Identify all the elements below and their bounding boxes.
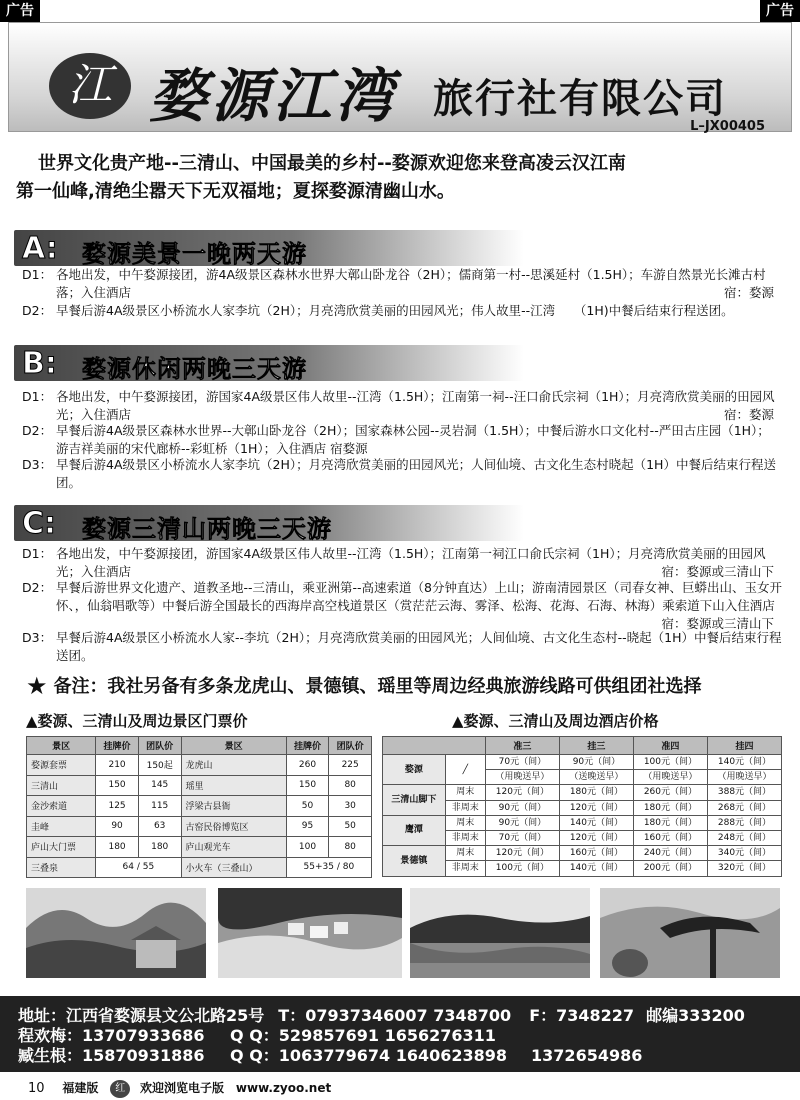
scenic-photo-terraced-village	[218, 888, 402, 978]
table-cell: 260	[286, 755, 329, 776]
contact-name: 臧生根：	[18, 1046, 83, 1065]
scenic-photo-pine-tree	[600, 888, 780, 978]
itinerary-day	[22, 629, 786, 665]
day-label: D2：	[22, 580, 53, 595]
zip-label: 邮编	[646, 1006, 679, 1025]
overnight-stay: 宿：婺源	[723, 407, 774, 422]
table-cell: 50	[329, 816, 372, 837]
intro-line-1: 世界文化贵产地--三清山、中国最美的乡村--婺源欢迎您来登高凌云汉江南	[38, 153, 626, 174]
day-text	[56, 545, 782, 581]
table-cell: 小火车（三叠山）	[181, 857, 286, 878]
itinerary-day	[22, 388, 786, 424]
table-cell: （送晚送早）	[559, 770, 633, 785]
table-cell: 180元（间）	[559, 785, 633, 800]
day-label: D3：	[22, 457, 53, 472]
table-cell: 金沙索道	[27, 796, 96, 817]
table-cell: 婺源套票	[27, 755, 96, 776]
ad-label-left: 广告	[0, 0, 40, 22]
contact-phone[interactable]: 13707933686	[82, 1026, 205, 1045]
column-header: 挂四	[707, 737, 781, 755]
table-cell: 115	[138, 796, 181, 817]
contact-phone[interactable]: 15870931886	[82, 1046, 205, 1065]
section-heading: 婺源休闲两晚三天游	[82, 355, 307, 383]
section-heading: 婺源美景一晚两天游	[82, 240, 307, 268]
table-cell: 140元（间）	[559, 815, 633, 830]
table-cell: 周末	[445, 815, 485, 830]
table-cell: 180	[138, 837, 181, 858]
day-description: 各地出发，中午婺源接团，游4A级景区森林水世界大鄣山卧龙谷（2H）；儒商第一村--思溪延村（1.5H）；车游自然景光长滩古村落；入住酒店	[56, 267, 766, 300]
day-label: D1：	[22, 267, 53, 282]
zip-value: 333200	[678, 1006, 745, 1025]
qq-label: Q Q：	[230, 1026, 279, 1045]
table-cell: ╱	[445, 755, 485, 785]
day-label: D3：	[22, 630, 53, 645]
column-header: 挂牌价	[286, 737, 329, 755]
website-link[interactable]: www.zyoo.net	[235, 1081, 332, 1095]
day-description: 早餐后游4A级景区森林水世界--大鄣山卧龙谷（2H）；国家森林公园--灵岩洞（1.5H）；中餐后游水口文化村--严田古庄园（1H）；游吉祥美丽的宋代廊桥--彩虹桥（1H）；入住酒店 宿婺源	[56, 423, 770, 456]
fax-value: 7348227	[556, 1006, 635, 1025]
table-row	[383, 785, 782, 800]
table-cell: 268元（间）	[707, 800, 781, 815]
itinerary-day	[22, 456, 786, 492]
table-cell: 180元（间）	[633, 815, 707, 830]
table-row	[27, 857, 372, 878]
section-heading: 婺源三清山两晚三天游	[82, 515, 332, 543]
table-cell: 90元（间）	[485, 815, 559, 830]
company-logo: 江	[49, 53, 131, 119]
day-description: 早餐后游世界文化遗产、道教圣地--三清山，乘亚洲第--高速索道（8分钟直达）上山；游南清园景区（司春女神、巨蟒出山、玉女开怀、，仙翁唱歌等）中餐后游全国最长的西海岸高空栈道景区（赏茫茫云海、雾泽、松海、花海、石海、林海）乘索道下山入住酒店	[56, 580, 782, 613]
table-cell: 95	[286, 816, 329, 837]
section-c-title	[14, 505, 524, 541]
brand-name: 婺源江湾	[149, 62, 398, 130]
table-cell: 140元（间）	[559, 861, 633, 876]
table-cell: 70元（间）	[485, 755, 559, 770]
table-cell: 180元（间）	[633, 800, 707, 815]
address-line	[18, 1006, 800, 1026]
scenic-photo-lake	[410, 888, 590, 978]
table-row	[27, 796, 372, 817]
table-cell: 320元（间）	[707, 861, 781, 876]
qq-value: 529857691 1656276311	[278, 1026, 496, 1045]
table-cell: 125	[96, 796, 139, 817]
edition-label: 福建版	[62, 1081, 99, 1095]
table-header-row	[27, 737, 372, 755]
itinerary-day	[22, 579, 786, 633]
table-row	[27, 837, 372, 858]
table-cell: 150	[286, 775, 329, 796]
section-a-title	[14, 230, 524, 266]
day-label: D2：	[22, 423, 53, 438]
table-row	[383, 815, 782, 830]
table-cell: 100元（间）	[485, 861, 559, 876]
qq-value: 1063779674 1640623898	[278, 1046, 508, 1065]
contact-footer	[0, 996, 800, 1072]
table-cell: 340元（间）	[707, 846, 781, 861]
table-cell: 70元（间）	[485, 830, 559, 845]
table-cell: 210	[96, 755, 139, 776]
itinerary-day	[22, 266, 786, 302]
table-cell: 婺源	[383, 755, 446, 785]
table-cell: 120元（间）	[559, 800, 633, 815]
contact-line-1	[18, 1026, 800, 1046]
column-header: 挂三	[559, 737, 633, 755]
table-cell: 63	[138, 816, 181, 837]
table-cell: 庐山观光车	[181, 837, 286, 858]
table-cell: 100元（间）	[633, 755, 707, 770]
day-description: 早餐后游4A级景区小桥流水人家李坑（2H）；月亮湾欣赏美丽的田园风光；人间仙境、古文化生态村晓起（1H）中餐后结束行程送团。	[56, 457, 776, 490]
overnight-stay: 宿：婺源或三清山下	[661, 564, 774, 579]
table-cell: 180	[96, 837, 139, 858]
table-cell: 80	[329, 837, 372, 858]
table-cell: （用晚送早）	[707, 770, 781, 785]
table-cell: 50	[286, 796, 329, 817]
table-cell: 古窑民俗博览区	[181, 816, 286, 837]
table-cell: 248元（间）	[707, 830, 781, 845]
intro-slogan	[8, 150, 792, 206]
itinerary-day	[22, 545, 786, 581]
tel-label: T：	[278, 1006, 306, 1025]
table-row	[383, 846, 782, 861]
table-row	[27, 755, 372, 776]
company-type: 旅行社有限公司	[433, 76, 727, 122]
table-cell: 150	[96, 775, 139, 796]
column-header: 挂牌价	[96, 737, 139, 755]
section-letter: A:	[22, 231, 58, 266]
column-header: 团队价	[138, 737, 181, 755]
day-description: 早餐后游4A级景区小桥流水人家李坑（2H）；月亮湾欣赏美丽的田园风光；伟人故里--江湾 （1H)中餐后结束行程送团。	[56, 303, 734, 318]
table-cell: 非周末	[445, 861, 485, 876]
ticket-price-table	[26, 736, 372, 878]
tel-value[interactable]: 07937346007 7348700	[305, 1006, 512, 1025]
browse-label: 欢迎浏览电子版	[140, 1081, 225, 1095]
table-cell: 三清山	[27, 775, 96, 796]
company-header	[8, 22, 792, 132]
table-cell: 龙虎山	[181, 755, 286, 776]
table-cell: 120元（间）	[485, 846, 559, 861]
itinerary-day	[22, 422, 786, 458]
table-cell: 160元（间）	[633, 830, 707, 845]
section-letter: C:	[22, 506, 57, 541]
table-header-row	[383, 737, 782, 755]
table-cell: 非周末	[445, 800, 485, 815]
star-icon: ★	[26, 672, 48, 700]
table-cell: 非周末	[445, 830, 485, 845]
column-header: 景区	[27, 737, 96, 755]
table-cell: 150起	[138, 755, 181, 776]
fax-label: F：	[529, 1006, 557, 1025]
table-cell: 三清山脚下	[383, 785, 446, 815]
table-cell: 240元（间）	[633, 846, 707, 861]
day-description: 早餐后游4A级景区小桥流水人家--李坑（2H）；月亮湾欣赏美丽的田园风光；人间仙境、古文化生态村--晓起（1H）中餐后结束行程送团。	[56, 630, 782, 663]
day-label: D1：	[22, 389, 53, 404]
day-description: 各地出发，中午婺源接团，游国家4A级景区伟人故里--江湾（1.5H）；江南第一祠江口俞氏宗祠（1H）；月亮湾欣赏美丽的田园风光；入住酒店	[56, 546, 766, 579]
table-cell: 90元（间）	[485, 800, 559, 815]
table-cell: 388元（间）	[707, 785, 781, 800]
remark	[26, 672, 702, 700]
table-cell: 260元（间）	[633, 785, 707, 800]
qq-label: Q Q：	[230, 1046, 279, 1065]
table-row	[27, 816, 372, 837]
table-cell: 三叠泉	[27, 857, 96, 878]
day-label: D1：	[22, 546, 53, 561]
table-cell: 90	[96, 816, 139, 837]
table-cell: 80	[329, 775, 372, 796]
intro-line-2: 第一仙峰,清绝尘嚣天下无双福地；夏探婺源清幽山水。	[16, 181, 455, 202]
table-cell: 120元（间）	[485, 785, 559, 800]
day-description: 各地出发，中午婺源接团，游国家4A级景区伟人故里--江湾（1.5H）；江南第一祠--汪口俞氏宗祠（1H）；月亮湾欣赏美丽的田园风光；入住酒店	[56, 389, 775, 422]
license-number: L–JX00405	[690, 119, 765, 134]
day-text	[56, 266, 782, 302]
table-cell: 90元（间）	[559, 755, 633, 770]
ad-label-right: 广告	[760, 0, 800, 22]
table-cell: 140元（间）	[707, 755, 781, 770]
table-cell: 120元（间）	[559, 830, 633, 845]
table-cell: 200元（间）	[633, 861, 707, 876]
day-label: D2：	[22, 303, 53, 318]
scenic-photo-mountain-village	[26, 888, 206, 978]
ticket-table-title: ▲婺源、三清山及周边景区门票价	[26, 712, 248, 730]
table-cell: 160元（间）	[559, 846, 633, 861]
remark-text: 备注：我社另备有多条龙虎山、景德镇、瑶里等周边经典旅游线路可供组团社选择	[53, 676, 702, 697]
hotel-table-title: ▲婺源、三清山及周边酒店价格	[452, 712, 659, 730]
page-number: 10	[28, 1081, 45, 1096]
table-cell: 64 / 55	[96, 857, 181, 878]
magazine-logo-icon: 红	[110, 1080, 130, 1098]
table-cell: 圭峰	[27, 816, 96, 837]
table-cell: 鹰潭	[383, 815, 446, 845]
address-label: 地址：	[18, 1006, 67, 1025]
section-b-title	[14, 345, 524, 381]
contact-line-2	[18, 1046, 800, 1066]
column-header	[383, 737, 486, 755]
overnight-stay: 宿：婺源	[723, 285, 774, 300]
day-text	[56, 388, 782, 424]
day-text	[56, 579, 782, 633]
column-header: 景区	[181, 737, 286, 755]
column-header: 团队价	[329, 737, 372, 755]
overnight-stay: 宿：婺源或三清山下	[661, 616, 774, 631]
table-cell: 225	[329, 755, 372, 776]
table-cell: 瑶里	[181, 775, 286, 796]
table-cell: （用晚送早）	[485, 770, 559, 785]
extra-phone[interactable]: 1372654986	[531, 1046, 643, 1065]
table-cell: 景德镇	[383, 846, 446, 876]
table-cell: 145	[138, 775, 181, 796]
table-cell: 288元（间）	[707, 815, 781, 830]
column-header: 准三	[485, 737, 559, 755]
table-cell: 庐山大门票	[27, 837, 96, 858]
itinerary-day	[22, 302, 786, 320]
table-cell: 周末	[445, 785, 485, 800]
table-cell: 周末	[445, 846, 485, 861]
hotel-price-table	[382, 736, 782, 877]
table-cell: （用晚送早）	[633, 770, 707, 785]
table-cell: 55+35 / 80	[286, 857, 371, 878]
table-cell: 30	[329, 796, 372, 817]
table-row	[27, 775, 372, 796]
contact-name: 程欢梅：	[18, 1026, 83, 1045]
table-row	[383, 755, 782, 770]
page-footer	[0, 1076, 800, 1100]
section-letter: B:	[22, 346, 57, 381]
column-header: 准四	[633, 737, 707, 755]
table-cell: 浮梁古县衙	[181, 796, 286, 817]
address-value: 江西省婺源县文公北路25号	[66, 1006, 265, 1025]
table-cell: 100	[286, 837, 329, 858]
